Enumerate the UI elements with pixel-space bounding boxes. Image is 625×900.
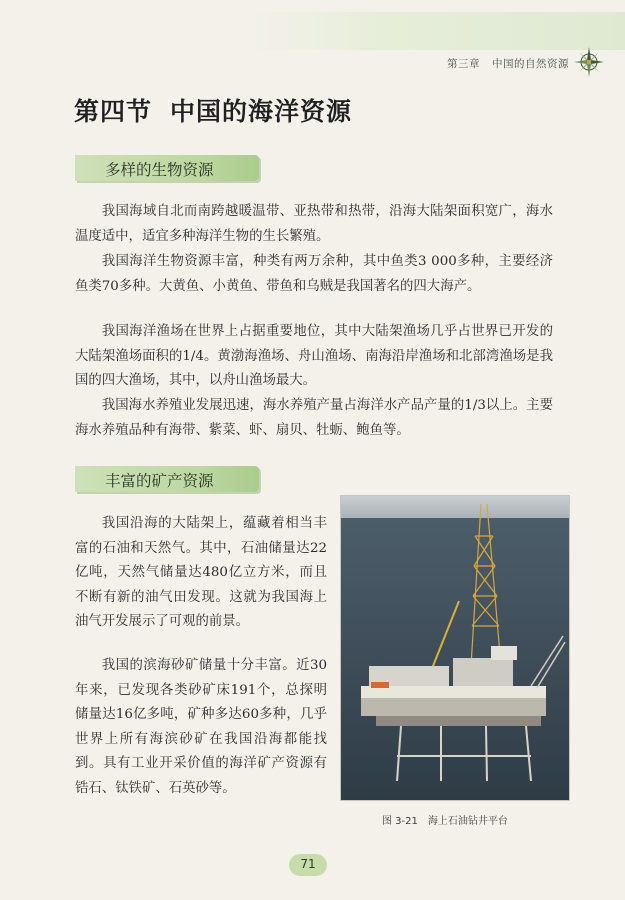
header-decoration-band xyxy=(250,12,625,50)
biology-paragraph-3: 我国海洋渔场在世界上占据重要地位，其中大陆架渔场几乎占世界已开发的大陆架渔场面积的1/4。黄渤海渔场、舟山渔场、南海沿岸渔场和北部湾渔场是我国的四大渔场，其中，以舟山渔场最大。 xyxy=(75,324,553,388)
chapter-header xyxy=(447,56,569,71)
minerals-paragraph-2: 我国的滨海砂矿储量十分丰富。近30年来，已发现各类砂矿床191个，总探明储量达16亿多吨，矿种多达60多种，几乎世界上所有海滨砂矿在我国沿海都能找到。具有工业开采价值的海洋矿产资源有锆石、钛铁矿、石英砂等。 xyxy=(75,658,327,796)
chapter-number: 第三章 xyxy=(447,58,480,70)
figure-caption-text: 海上石油钻井平台 xyxy=(427,816,508,827)
photo-sky xyxy=(341,496,569,518)
figure-number: 图 3-21 xyxy=(382,816,418,827)
section-number: 第四节 xyxy=(74,97,153,126)
section-title xyxy=(74,92,352,128)
section-name: 中国的海洋资源 xyxy=(170,97,353,126)
subheading-minerals: 丰富的矿产资源 xyxy=(105,472,214,490)
biology-paragraph-1: 我国海域自北而南跨越暖温带、亚热带和热带，沿海大陆架面积宽广，海水温度适中，适宜多种海洋生物的生长繁殖。 xyxy=(75,204,553,244)
biology-paragraph-2: 我国海洋生物资源丰富，种类有两万余种，其中鱼类3 000多种，主要经济鱼类70多种。大黄鱼、小黄鱼、带鱼和乌贼是我国著名的四大海产。 xyxy=(75,254,553,294)
subheading-biology-band xyxy=(75,155,259,181)
chapter-title: 中国的自然资源 xyxy=(492,58,569,70)
minerals-paragraph-1: 我国沿海的大陆架上，蕴藏着相当丰富的石油和天然气。其中，石油储量达22亿吨，天然气储量达480亿立方米，而且不断有新的油气田发现。这就为我国海上油气开发展示了可观的前景。 xyxy=(75,516,327,629)
figure-caption xyxy=(382,812,508,827)
subheading-minerals-band xyxy=(75,466,259,492)
compass-rose-icon xyxy=(573,46,605,78)
oil-platform-photo xyxy=(340,495,570,801)
page-number: 71 xyxy=(300,857,316,871)
subheading-biology: 多样的生物资源 xyxy=(105,161,214,179)
biology-paragraph-4: 我国海水养殖业发展迅速，海水养殖产量占海洋水产品产量的1/3以上。主要海水养殖品种有海带、紫菜、虾、扇贝、牡蛎、鲍鱼等。 xyxy=(75,398,553,438)
page-number-badge xyxy=(289,854,327,876)
